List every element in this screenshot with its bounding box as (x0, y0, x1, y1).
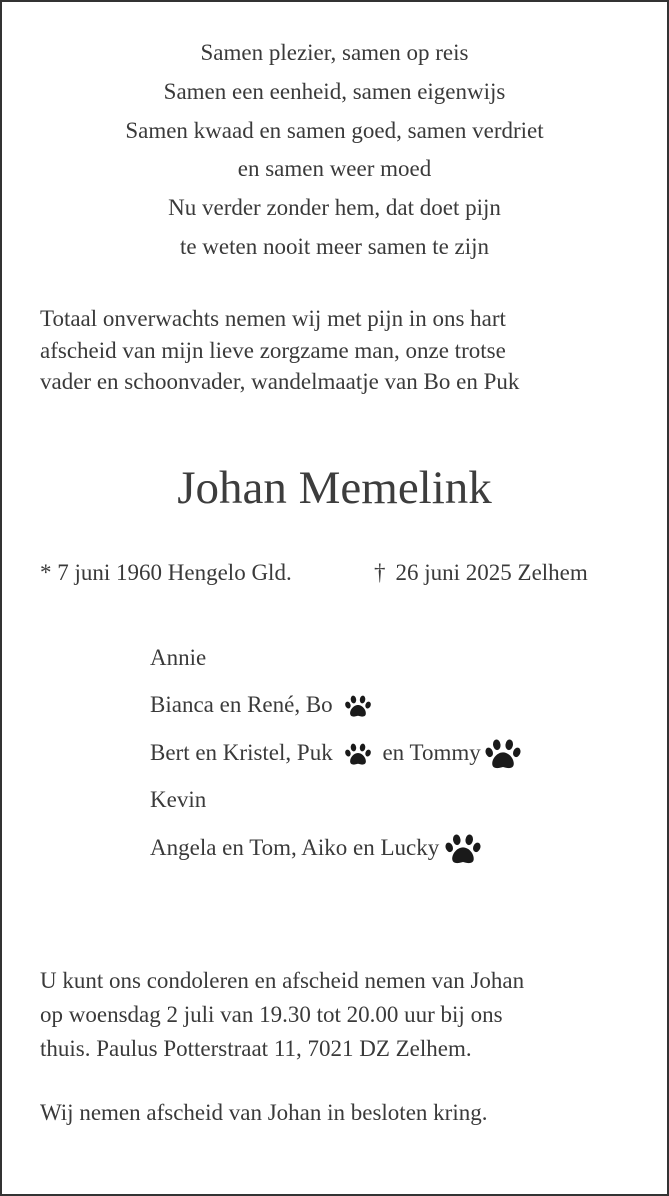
closing-note: Wij nemen afscheid van Johan in besloten kring. (40, 1100, 488, 1125)
condolence-line: thuis. Paulus Potterstraat 11, 7021 DZ Zelhem. (40, 1036, 472, 1061)
life-dates (40, 558, 640, 588)
family-member-label: Angela en Tom, Aiko en Lucky (150, 835, 440, 860)
condolence-line: op woensdag 2 juli van 19.30 tot 20.00 uur bij ons (40, 1002, 503, 1027)
family-member-label: en Tommy (382, 740, 481, 765)
poem-line: Samen een eenheid, samen eigenwijs (163, 78, 506, 104)
cross-symbol: † (374, 560, 386, 585)
family-member (150, 738, 521, 771)
paw-print-icon (445, 834, 481, 866)
family-member (150, 643, 206, 673)
family-member-label: Kevin (150, 787, 207, 812)
family-member (150, 690, 371, 722)
intro-line: Totaal onverwachts nemen wij met pijn in ons hart (40, 306, 506, 331)
paw-print-icon (485, 739, 521, 771)
poem-line: Samen plezier, samen op reis (200, 40, 469, 65)
intro-line: afscheid van mijn lieve zorgzame man, onze trotse (40, 337, 506, 363)
poem (0, 34, 669, 267)
condolence-line: U kunt ons condoleren en afscheid nemen van Johan (40, 968, 525, 993)
family-member (150, 833, 481, 866)
deceased-name: Johan Memelink (177, 462, 492, 514)
paw-print-icon (345, 740, 371, 770)
family-member-label: Bianca en René, Bo (150, 692, 333, 717)
family-member-label: Bert en Kristel, Puk (150, 740, 333, 765)
poem-line: te weten nooit meer samen te zijn (179, 233, 490, 259)
family-member-label: Annie (150, 645, 207, 670)
poem-line: Samen kwaad en samen goed, samen verdriet (125, 117, 544, 143)
family-member (150, 785, 206, 815)
poem-line: en samen weer moed (237, 156, 432, 182)
birth-date: * 7 juni 1960 Hengelo Gld. (40, 560, 292, 585)
intro-text (40, 303, 640, 398)
paw-print-icon (345, 692, 371, 722)
condolence-info (40, 964, 640, 1066)
death-date: 26 juni 2025 Zelhem (395, 560, 588, 585)
intro-line: vader en schoonvader, wandelmaatje van Bo en Puk (40, 369, 520, 394)
poem-line: Nu verder zonder hem, dat doet pijn (168, 195, 501, 221)
death-date-group (374, 558, 588, 588)
